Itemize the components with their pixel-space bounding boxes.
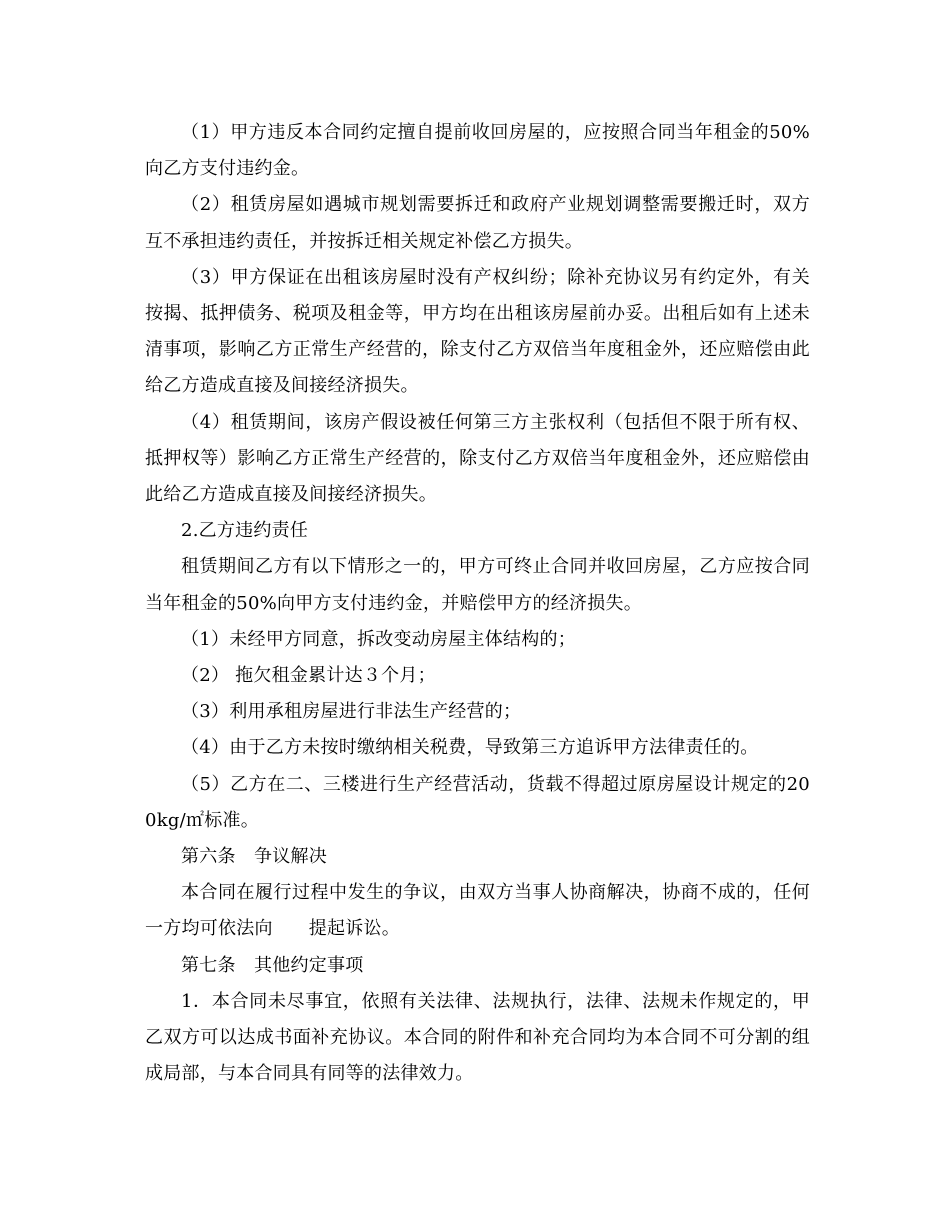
clause-paragraph: （5）乙方在二、三楼进行生产经营活动，货载不得超过原房屋设计规定的200kg/㎡标准。	[145, 773, 810, 831]
article-heading: 第六条 争议解决	[181, 846, 327, 868]
document-body	[145, 115, 810, 1092]
clause-paragraph: （3）甲方保证在出租该房屋时没有产权纠纷；除补充协议另有约定外，有关按揭、抵押债务、税项及租金等，甲方均在出租该房屋前办妥。出租后如有上述未清事项，影响乙方正常生产经营的，除支付乙方双倍当年度租金外，还应赔偿由此给乙方造成直接及间接经济损失。	[145, 266, 810, 397]
article-paragraph	[145, 875, 810, 947]
article-text: 提起诉讼。	[308, 918, 400, 940]
clause-paragraph: （1）未经甲方同意，拆改变动房屋主体结构的；	[181, 628, 576, 650]
clause-paragraph: （2） 拖欠租金累计达３个月；	[181, 665, 436, 687]
section-heading: 2.乙方违约责任	[181, 520, 309, 542]
article-paragraph: 1．本合同未尽事宜，依照有关法律、法规执行，法律、法规未作规定的，甲乙双方可以达成书面补充协议。本合同的附件和补充合同均为本合同不可分割的组成局部，与本合同具有同等的法律效力。	[145, 990, 810, 1085]
clause-paragraph: （4）租赁期间，该房产假设被任何第三方主张权利（包括但不限于所有权、抵押权等）影响乙方正常生产经营的，除支付乙方双倍当年度租金外，还应赔偿由此给乙方造成直接及间接经济损失。	[145, 411, 810, 506]
clause-paragraph: （3）利用承租房屋进行非法生产经营的；	[181, 701, 522, 723]
clause-paragraph: （2）租赁房屋如遇城市规划需要拆迁和政府产业规划调整需要搬迁时，双方互不承担违约责任，并按拆迁相关规定补偿乙方损失。	[145, 194, 810, 252]
article-text: 本合同在履行过程中发生的争议，由双方当事人协商解决，协商不成的，任何一方均可依法向	[145, 882, 810, 940]
clause-paragraph: 租赁期间乙方有以下情形之一的，甲方可终止合同并收回房屋，乙方应按合同当年租金的50%向甲方支付违约金，并赔偿甲方的经济损失。	[145, 556, 810, 614]
clause-paragraph: （1）甲方违反本合同约定擅自提前收回房屋的，应按照合同当年租金的50%向乙方支付违约金。	[145, 122, 810, 180]
article-heading: 第七条 其他约定事项	[181, 954, 364, 976]
clause-paragraph: （4）由于乙方未按时缴纳相关税费，导致第三方追诉甲方法律责任的。	[181, 737, 759, 759]
